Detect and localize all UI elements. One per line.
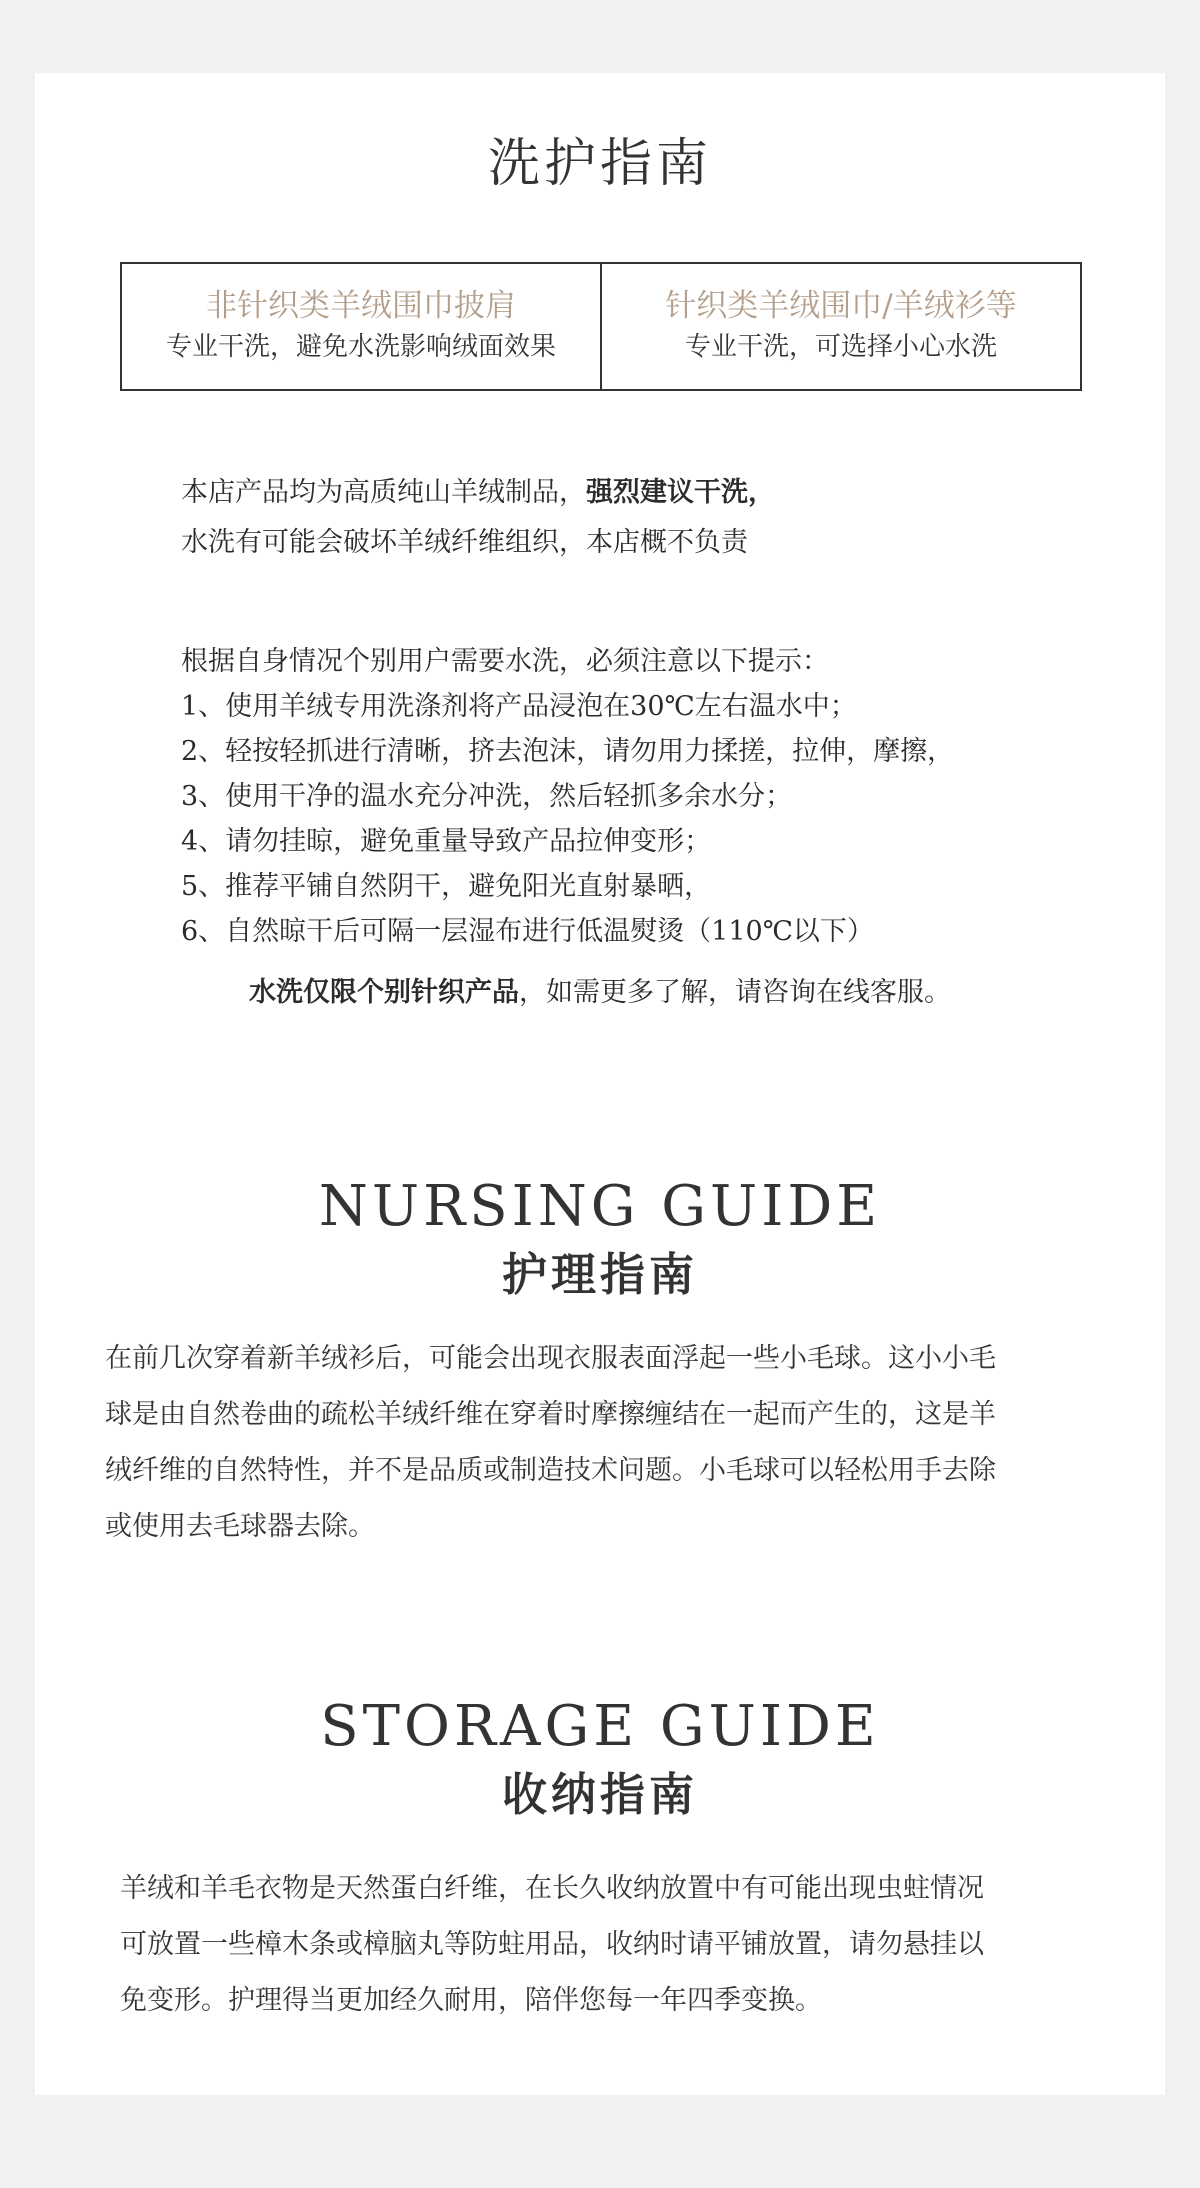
knit-cell bbox=[600, 264, 1080, 389]
knit-title: 针织类羊绒围巾/羊绒衫等 bbox=[665, 288, 1017, 324]
paragraph-line: 可放置一些樟木条或樟脑丸等防蛀用品，收纳时请平铺放置，请勿悬挂以 bbox=[120, 1929, 984, 1960]
tip-item: 1、使用羊绒专用洗涤剂将产品浸泡在30℃左右温水中； bbox=[181, 691, 857, 722]
non-knit-desc: 专业干洗，避免水洗影响绒面效果 bbox=[165, 332, 556, 363]
tip-item: 2、轻按轻抓进行清晰，挤去泡沫，请勿用力揉搓，拉伸，摩擦， bbox=[181, 736, 955, 767]
tips-heading: 根据自身情况个别用户需要水洗，必须注意以下提示： bbox=[181, 646, 829, 677]
note-normal-text: ，如需更多了解，请咨询在线客服。 bbox=[519, 977, 951, 1008]
nursing-guide-en-title: NURSING GUIDE bbox=[318, 1174, 882, 1239]
paragraph-line: 羊绒和羊毛衣物是天然蛋白纤维，在长久收纳放置中有可能出现虫蛀情况 bbox=[120, 1873, 984, 1904]
content-card bbox=[35, 73, 1165, 2095]
wash-note bbox=[35, 975, 1165, 1010]
paragraph-line: 在前几次穿着新羊绒衫后，可能会出现衣服表面浮起一些小毛球。这小小毛 bbox=[105, 1343, 996, 1374]
nursing-guide-paragraph bbox=[105, 1331, 1105, 1555]
wash-type-table bbox=[120, 262, 1082, 391]
storage-guide-paragraph bbox=[120, 1861, 1110, 2029]
tip-item: 5、推荐平铺自然阴干，避免阳光直射暴晒， bbox=[181, 871, 712, 902]
intro-normal-text: 本店产品均为高质纯山羊绒制品， bbox=[181, 477, 586, 508]
tip-item: 6、自然晾干后可隔一层湿布进行低温熨烫（110℃以下） bbox=[181, 916, 874, 947]
wash-tips-list bbox=[181, 639, 1111, 954]
storage-guide-cn-title: 收纳指南 bbox=[501, 1768, 698, 1821]
tip-item: 3、使用干净的温水充分冲洗，然后轻抓多余水分； bbox=[181, 781, 793, 812]
wash-intro bbox=[181, 468, 1101, 568]
tip-item: 4、请勿挂晾，避免重量导致产品拉伸变形； bbox=[181, 826, 712, 857]
paragraph-line: 球是由自然卷曲的疏松羊绒纤维在穿着时摩擦缠结在一起而产生的，这是羊 bbox=[105, 1399, 996, 1430]
knit-desc: 专业干洗，可选择小心水洗 bbox=[684, 332, 997, 363]
intro-bold-text: 强烈建议干洗， bbox=[586, 477, 775, 508]
intro-line-1 bbox=[181, 468, 1101, 518]
storage-guide-en-title: STORAGE GUIDE bbox=[320, 1694, 880, 1759]
nursing-guide-cn-title: 护理指南 bbox=[501, 1248, 698, 1301]
intro-line-2: 水洗有可能会破坏羊绒纤维组织，本店概不负责 bbox=[181, 527, 748, 558]
wash-guide-title: 洗护指南 bbox=[487, 134, 712, 194]
paragraph-line: 免变形。护理得当更加经久耐用，陪伴您每一年四季变换。 bbox=[120, 1985, 822, 2016]
paragraph-line: 或使用去毛球器去除。 bbox=[105, 1511, 375, 1542]
non-knit-title: 非针织类羊绒围巾披肩 bbox=[206, 288, 516, 324]
non-knit-cell bbox=[122, 264, 600, 389]
note-bold-text: 水洗仅限个别针织产品 bbox=[249, 977, 519, 1008]
paragraph-line: 绒纤维的自然特性，并不是品质或制造技术问题。小毛球可以轻松用手去除 bbox=[105, 1455, 996, 1486]
